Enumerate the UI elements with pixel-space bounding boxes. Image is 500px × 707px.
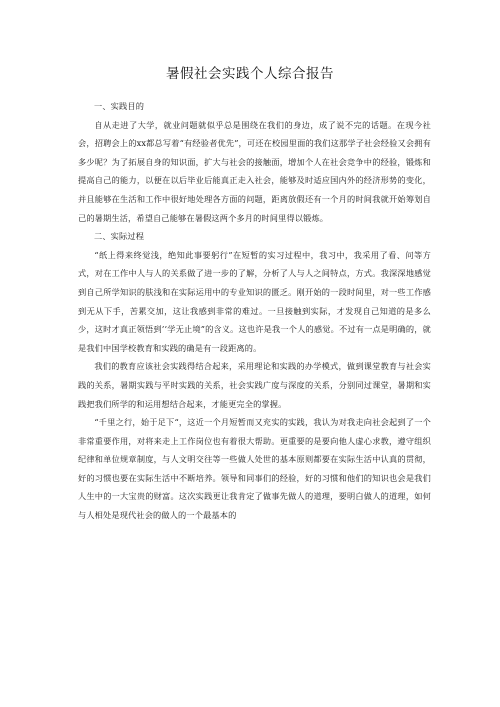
- section-heading-purpose: 一、实践目的: [94, 101, 145, 111]
- paragraph: 自从走进了大学，就业问题就似乎总是围绕在我们的身边，成了说不完的话题。在现今社会，招聘会上的xx都总写着“有经验者优先”，可还在校园里面的我们这那学子社会经验又会拥有多少呢？为了拓展自身的知识面，扩大与社会的接触面，增加个人在社会竞争中的经验，锻炼和提高自己的能力，以便在以后毕业后能真正走入社会，能够及时适应国内外的经济形势的变化，并且能够在生活和工作中很好地处理各方面的问题，距离放假还有一个月的时间我就开始筹划自己的暑期生活，希望自己能够在暑假这两个多月的时间里得以锻炼。: [78, 119, 431, 223]
- document-title: 暑假社会实践个人综合报告: [166, 66, 334, 82]
- paragraph: “千里之行，始于足下“，这近一个月短暂而又充实的实践，我认为对我走向社会起到了一个非常重要作用，对将来走上工作岗位也有着很大帮助。更重要的是要向他人虚心求教，遵守组织纪律和单位规章制度，与人文明交往等一些做人处世的基本原则都要在实际生活中认真的贯彻，好的习惯也要在实际生活中不断培养。领导和同事们的经验，好的习惯和他们的知识也会是我们人生中的一大宝贵的财富。这次实践更让我肯定了做事先做人的道理，要明白做人的道理，如何与人相处是现代社会的做人的一个最基本的: [78, 417, 431, 521]
- paragraph: “纸上得来终觉浅，绝知此事要躬行”在短暂的实习过程中，我习中，我采用了看、问等方式，对在工作中人与人的关系做了进一步的了解，分析了人与人之间特点，方式。我深深地感觉到自己所学知识的肤浅和在实际运用中的专业知识的匮乏。刚开始的一段时间里，对一些工作感到无从下手，苦累交加，这让我感到非常的难过。一旦接触到实际，才发现自己知道的是多么少，这时才真正领悟到’’学无止境”的含义。这也许是我一个人的感觉。不过有一点是明确的，就是我们中国学校教育和实践的确是有一段距离的。: [78, 249, 431, 353]
- document-body: [78, 97, 431, 525]
- section-heading-process: 二、实际过程: [94, 231, 145, 242]
- paragraph: 我们的教育应该社会实践得结合起来，采用理论和实践的办学模式，做到课堂教育与社会实践的关系，暑期实践与平时实践的关系，社会实践广度与深度的关系，分别同过课堂，暑期和实践把我们所学的和运用想结合起来，才能更完全的掌握。: [78, 361, 431, 409]
